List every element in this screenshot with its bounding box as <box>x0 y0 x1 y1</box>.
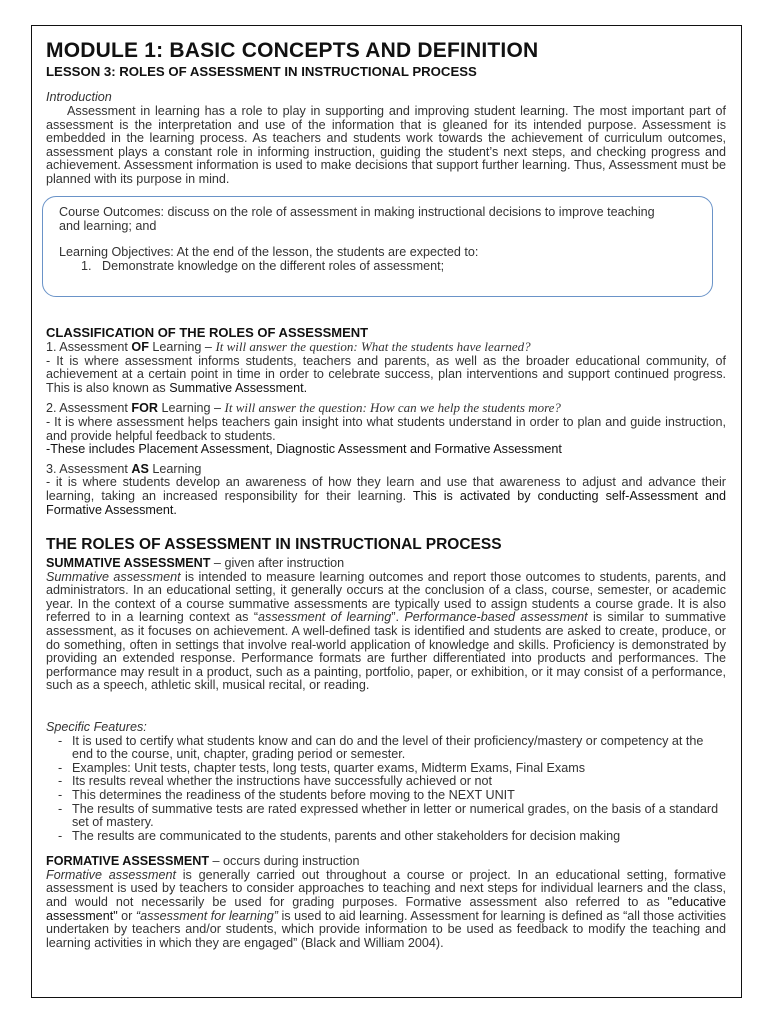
list-item: - The results of summative tests are rated expressed whether in letter or numerical grades, on the basis of a standard set of mastery. <box>58 803 726 830</box>
roles-section <box>46 536 726 950</box>
classification-section <box>46 325 726 517</box>
objective-text: Demonstrate knowledge on the different roles of assessment; <box>102 258 445 273</box>
classification-heading: CLASSIFICATION OF THE ROLES OF ASSESSMENT <box>46 325 369 340</box>
learning-objectives: Learning Objectives: At the end of the lesson, the students are expected to: <box>59 245 479 260</box>
summative-heading: SUMMATIVE ASSESSMENT – given after instruction <box>46 556 345 570</box>
list-item: - Examples: Unit tests, chapter tests, long tests, quarter exams, Midterm Exams, Final Exams <box>58 762 726 776</box>
assessment-for-title: 2. Assessment FOR Learning – It will answer the question: How can we help the students more? <box>46 400 561 416</box>
list-item: - This determines the readiness of the students before moving to the NEXT UNIT <box>58 789 726 803</box>
list-item: - The results are communicated to the students, parents and other stakeholders for decision making <box>58 830 726 844</box>
outcomes-box <box>42 196 713 297</box>
module-title: MODULE 1: BASIC CONCEPTS AND DEFINITION <box>46 39 539 62</box>
assessment-for-desc: - It is where assessment helps teachers gain insight into what students understand in order to plan and guide instruction, and provide helpful feedback to students. <box>46 414 726 443</box>
lesson-title: LESSON 3: ROLES OF ASSESSMENT IN INSTRUCTIONAL PROCESS <box>46 64 477 79</box>
list-item: - It is used to certify what students know and can do and the level of their proficiency/mastery or competency at the end to the course, unit, chapter, grading period or semester. <box>58 735 726 762</box>
list-item: - Its results reveal whether the instructions have successfully achieved or not <box>58 775 726 789</box>
intro-paragraph: Assessment in learning has a role to play in supporting and improving student learning. The most important part of assessment is the interpretation and use of the information that is gleaned for its intended purpose. Assessment is embedded in the learning process. As teachers and students work towards the achievement of curriculum outcomes, assessment plays a constant role in informing instruction, guiding the student’s next steps, and checking progress and achievement. Assessment information is used to make decisions that support further learning. Thus, Assessment must be planned with its purpose in mind. <box>46 104 726 186</box>
assessment-for-types: -These includes Placement Assessment, Diagnostic Assessment and Formative Assessment <box>46 442 562 457</box>
assessment-as-desc: - it is where students develop an awareness of how they learn and use that awareness to adjust and advance their learning, taking an increased responsibility for their learning. This is activated by conducting self-Assessment and Formative Assessment. <box>46 475 726 517</box>
formative-heading: FORMATIVE ASSESSMENT – occurs during instruction <box>46 854 360 869</box>
introduction-section <box>46 90 726 187</box>
document-header <box>46 38 726 80</box>
course-outcomes: Course Outcomes: discuss on the role of assessment in making instructional decisions to improve teaching and learning; and <box>59 205 655 233</box>
formative-paragraph: Formative assessment is generally carried out throughout a course or project. In an educational setting, formative assessment is used by teachers to consider approaches to teaching and next steps for individual learners and the class, and would not necessarily be used for grading purposes. Formative assessment also referred to as "educative assessment" or “assessment for learning” is used to aid learning. Assessment for learning is defined as “all those activities undertaken by teachers and/or students, which provide information to be used as feedback to modify the teaching and learning activities in which they are engaged” (Black and William 2004). <box>46 867 726 950</box>
roles-heading: THE ROLES OF ASSESSMENT IN INSTRUCTIONAL PROCESS <box>46 536 502 553</box>
assessment-of-title: 1. Assessment OF Learning – It will answer the question: What the students have learned? <box>46 339 531 354</box>
features-list <box>46 735 726 844</box>
assessment-of-desc: - It is where assessment informs students, teachers and parents, as well as the broader educational community, of achievement at a certain point in time in order to celebrate success, plan interventions and support continued progress. This is also known as Summative Assessment. <box>46 353 726 395</box>
objective-item <box>59 260 712 274</box>
objective-number: 1. <box>81 258 92 273</box>
features-heading: Specific Features: <box>46 719 147 734</box>
summative-paragraph: Summative assessment is intended to measure learning outcomes and report those outcomes to students, parents, and administrators. In an educational setting, it generally occurs at the conclusion of a class, course, semester, or academic year. In the context of a course summative assessments are typically used to assign students a course grade. It is also referred to in a learning context as “assessment of learning”. Performance-based assessment is similar to summative assessment, as it focuses on achievement. A well-defined task is identified and students are asked to create, produce, or do something, often in settings that involve real-world application of knowledge and skills. Proficiency is demonstrated by providing an extended response. Performance formats are further differentiated into products and performances. The performance may result in a product, such as a painting, portfolio, paper, or exhibition, or it may consist of a performance, such as a speech, athletic skill, musical recital, or reading. <box>46 569 727 693</box>
assessment-as-title: 3. Assessment AS Learning <box>46 461 202 476</box>
intro-heading: Introduction <box>46 90 112 104</box>
